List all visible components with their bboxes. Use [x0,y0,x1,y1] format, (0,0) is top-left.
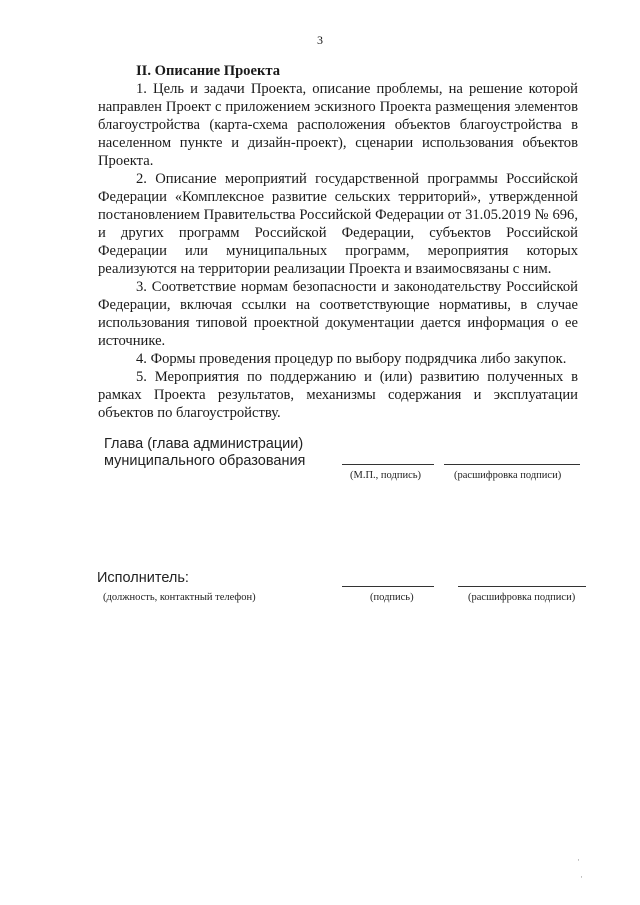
paragraph-procurement: 4. Формы проведения процедур по выбору подрядчика либо закупок. [136,351,567,367]
executor-decoding-line [458,586,586,587]
executor-position-caption: (должность, контактный телефон) [103,592,256,603]
scan-mark: · [577,855,580,865]
head-title-line2: муниципального образования [104,453,306,469]
paragraph-safety: 3. Соответствие нормам безопасности и законодательству Российской Федерации, включая ссылки на соответствующие нормативы, в случае использования типовой проектной документации дается информация о ее источнике. [98,279,578,349]
section-body [98,62,578,422]
head-title-line1: Глава (глава администрации) [104,436,304,452]
executor-signature-caption: (подпись) [370,592,414,603]
scan-mark: · [580,872,583,882]
paragraph-programs: 2. Описание мероприятий государственной программы Российской Федерации «Комплексное развитие сельских территорий», утвержденной постановлением Правительства Российской Федерации от 31.05.2019 № 696, и других программ Российской Федерации, субъектов Российской Федерации или муниципальных программ, мероприятия которых реализуются на территории реализации Проекта и взаимосвязаны с ним. [98,171,578,277]
executor-signature-line [342,586,434,587]
paragraph-maintenance: 5. Мероприятия по поддержанию и (или) развитию полученных в рамках Проекта результатов, механизмы содержания и эксплуатации объектов по благоустройству. [98,369,578,421]
head-signature-caption: (М.П., подпись) [350,470,422,481]
section-heading: II. Описание Проекта [136,63,281,79]
page-number: 3 [317,33,323,47]
head-decoding-caption: (расшифровка подписи) [454,470,562,481]
executor-decoding-caption: (расшифровка подписи) [468,592,576,603]
paragraph-goals: 1. Цель и задачи Проекта, описание проблемы, на решение которой направлен Проект с приложением эскизного Проекта размещения элементов благоустройства (карта-схема расположения объектов благоустройства в населенном пункте и дизайн-проект), сценарии использования объектов Проекта. [98,81,578,169]
executor-title: Исполнитель: [97,570,189,586]
head-decoding-line [444,464,580,465]
head-signature-line [342,464,434,465]
